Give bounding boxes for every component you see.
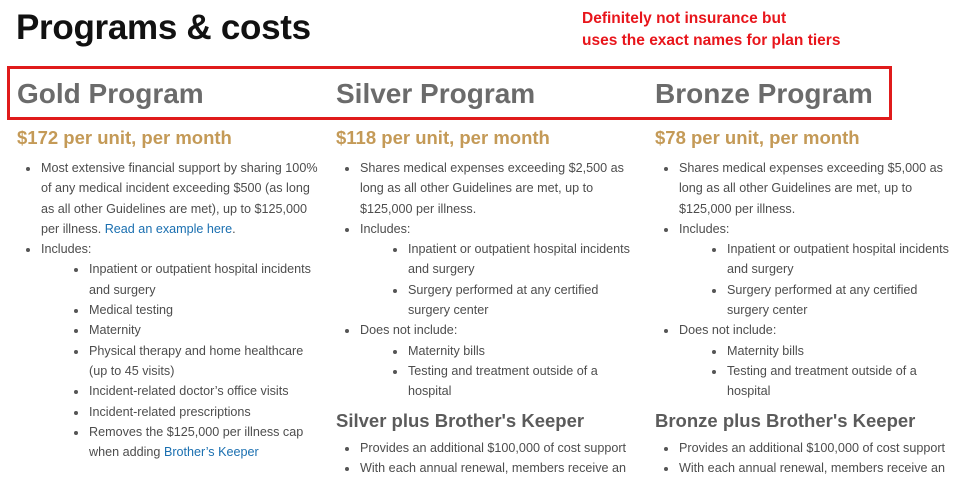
bronze-program-title: Bronze Program: [655, 78, 873, 109]
list-item: [655, 320, 955, 401]
gold-program-title: Gold Program: [17, 78, 204, 109]
list-item: Inpatient or outpatient hospital incidents and surgery: [703, 239, 955, 280]
list-item: Provides an additional $100,000 of cost support: [336, 438, 641, 458]
list-item: [17, 158, 322, 239]
excludes-label: Does not include:: [679, 323, 777, 338]
bronze-includes-list: [703, 239, 955, 320]
page-title: Programs & costs: [16, 8, 311, 47]
list-item: Maternity bills: [703, 341, 955, 361]
includes-label: Includes:: [360, 221, 411, 236]
silver-plus-list: [336, 438, 641, 478]
bronze-feature-list: [655, 158, 955, 402]
silver-plus-title: Silver plus Brother's Keeper: [336, 409, 585, 431]
silver-feature-list: [336, 158, 641, 402]
list-item: Incident-related prescriptions: [65, 402, 322, 422]
bronze-excludes-list: [703, 341, 955, 402]
list-item: With each annual renewal, members receive an: [655, 458, 955, 478]
list-item: [336, 219, 641, 320]
silver-includes-list: [384, 239, 641, 320]
includes-label: Includes:: [41, 242, 92, 257]
silver-excludes-list: [384, 341, 641, 402]
list-item: Provides an additional $100,000 of cost support: [655, 438, 955, 458]
annotation-line: Definitely not insurance but: [582, 10, 787, 27]
list-item: [65, 422, 322, 463]
gold-includes-list: [65, 259, 322, 462]
silver-price: $118 per unit, per month: [336, 127, 550, 148]
list-item: Shares medical expenses exceeding $5,000 as long as all other Guidelines are met, up to $125,000 per illness.: [655, 158, 955, 219]
annotation-note: [582, 8, 942, 52]
silver-program-title: Silver Program: [336, 78, 536, 109]
list-item: Physical therapy and home healthcare (up to 45 visits): [65, 341, 322, 382]
list-item: Testing and treatment outside of a hospital: [384, 361, 641, 402]
gold-price: $172 per unit, per month: [17, 127, 232, 148]
annotation-line: uses the exact names for plan tiers: [582, 32, 841, 49]
list-item: Shares medical expenses exceeding $2,500 as long as all other Guidelines are met, up to $125,000 per illness.: [336, 158, 641, 219]
list-item: With each annual renewal, members receive an: [336, 458, 641, 478]
list-item: Maternity: [65, 320, 322, 340]
list-item: Inpatient or outpatient hospital incidents and surgery: [384, 239, 641, 280]
gold-summary-text: Most extensive financial support by sharing 100% of any medical incident exceeding $500 (as long as all other Guidelines are met), up to $125,000 per illness.: [41, 161, 318, 236]
list-item: Testing and treatment outside of a hospital: [703, 361, 955, 402]
list-item: Surgery performed at any certified surgery center: [384, 280, 641, 321]
excludes-label: Does not include:: [360, 323, 458, 338]
list-item: [336, 320, 641, 401]
list-item: Incident-related doctor’s office visits: [65, 381, 322, 401]
bronze-price: $78 per unit, per month: [655, 127, 860, 148]
list-item: [17, 239, 322, 462]
gold-feature-list: [17, 158, 322, 462]
list-item: Surgery performed at any certified surgery center: [703, 280, 955, 321]
punctuation: .: [232, 221, 236, 236]
example-link[interactable]: Read an example here: [104, 221, 233, 236]
cap-text: Removes the $125,000 per illness cap when adding: [89, 424, 304, 460]
list-item: Medical testing: [65, 300, 322, 320]
list-item: Maternity bills: [384, 341, 641, 361]
bronze-plus-list: [655, 438, 955, 478]
bronze-plus-title: Bronze plus Brother's Keeper: [655, 409, 916, 431]
list-item: Inpatient or outpatient hospital incidents and surgery: [65, 259, 322, 300]
list-item: [655, 219, 955, 320]
brothers-keeper-link[interactable]: Brother’s Keeper: [163, 445, 259, 460]
includes-label: Includes:: [679, 221, 730, 236]
